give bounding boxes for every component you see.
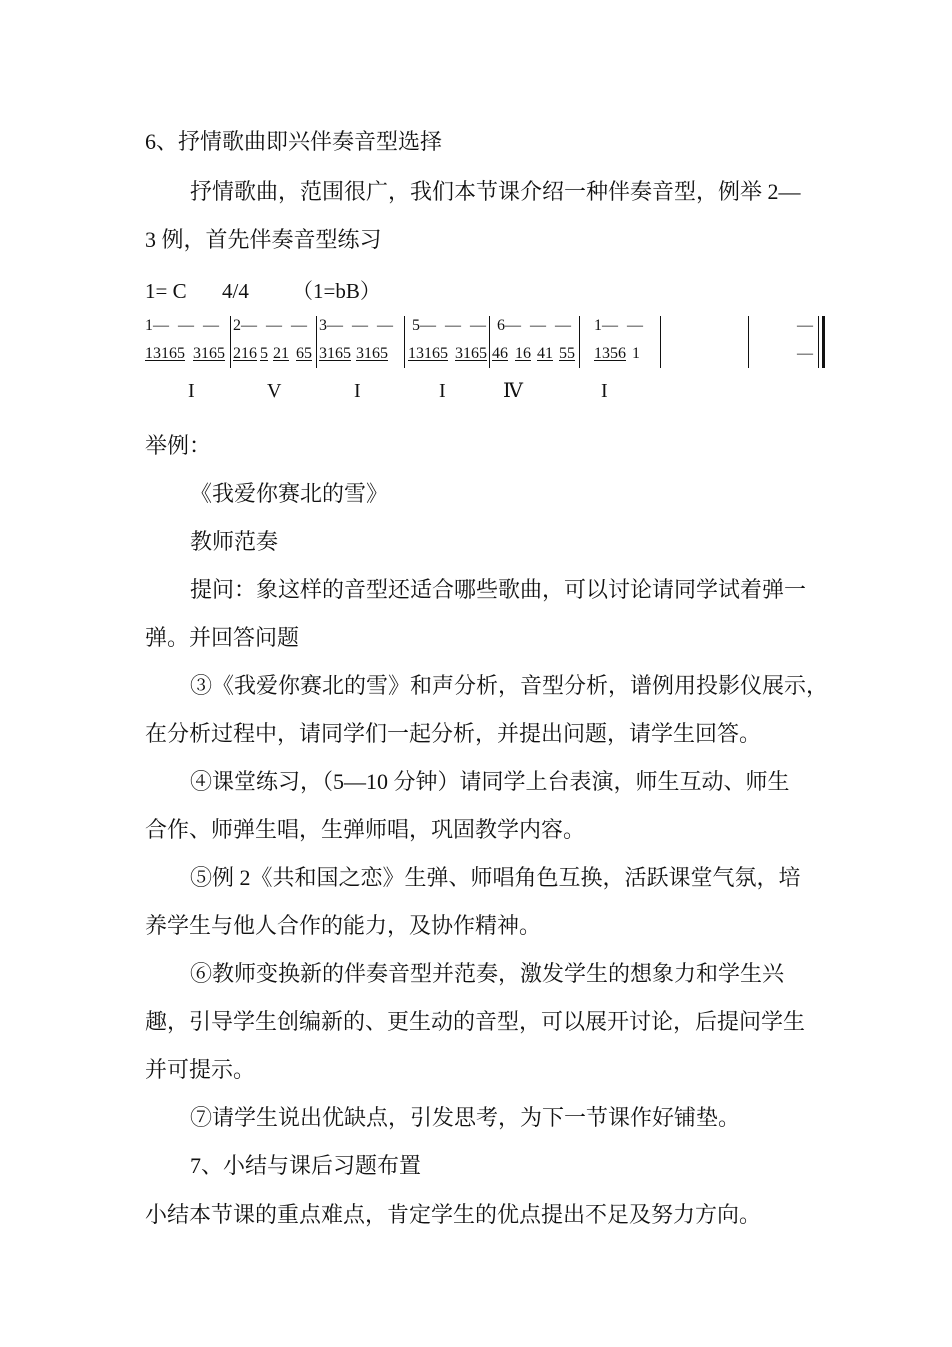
- song-title: 《我爱你赛北的雪》: [190, 481, 389, 506]
- measure-3-figure-1: 3165: [319, 345, 351, 362]
- step-5-line-1: ⑤例 2《共和国之恋》生弹、师唱角色互换，活跃课堂气氛，培: [190, 865, 801, 890]
- chord-numeral-1: I: [188, 380, 195, 402]
- barline: [230, 316, 231, 368]
- intro-line-2: 3 例，首先伴奏音型练习: [145, 227, 382, 252]
- measure-4-figure-2: 3165: [455, 345, 487, 362]
- step-3-line-1: ③《我爱你赛北的雪》和声分析，音型分析，谱例用投影仪展示，: [190, 673, 829, 698]
- key-signature: 1= C: [145, 279, 187, 303]
- step-3-line-2: 在分析过程中，请同学们一起分析，并提出问题，请学生回答。: [145, 721, 762, 746]
- step-7-line-1: ⑦请学生说出优缺点，引发思考，为下一节课作好铺垫。: [190, 1105, 741, 1130]
- measure-3-figure-2: 3165: [356, 345, 388, 362]
- barline: [748, 316, 749, 368]
- question-line-2: 弹。并回答问题: [145, 625, 300, 650]
- barline: [316, 316, 317, 368]
- barline: [579, 316, 580, 368]
- measure-4-figure-1: 13165: [408, 345, 448, 362]
- barline: [660, 316, 661, 368]
- measure-2-figure-2: 5: [260, 345, 268, 362]
- time-signature: 4/4: [222, 279, 249, 303]
- example-label: 举例：: [145, 433, 212, 458]
- measure-5-figure-3: 41: [537, 345, 553, 362]
- measure-2-figure-4: 65: [296, 345, 312, 362]
- measure-5-figure-1: 46: [492, 345, 508, 362]
- section-heading-6: 6、抒情歌曲即兴伴奏音型选择: [145, 129, 443, 154]
- measure-1-figure-1: 13165: [145, 345, 185, 362]
- measure-3-top: 3— — —: [319, 317, 393, 334]
- transposition-note: （1=bB）: [292, 279, 381, 303]
- question-line-1: 提问：象这样的音型还适合哪些歌曲，可以讨论请同学试着弹一: [190, 577, 807, 602]
- barline: [489, 316, 490, 368]
- summary-text: 小结本节课的重点难点，肯定学生的优点提出不足及努力方向。: [145, 1202, 762, 1227]
- measure-5-figure-2: 16: [515, 345, 531, 362]
- final-barline-thin: [818, 316, 819, 368]
- intro-line-1: 抒情歌曲，范围很广，我们本节课介绍一种伴奏音型，例举 2—: [190, 179, 801, 204]
- measure-5-top: 6— — —: [497, 317, 571, 334]
- section-heading-7: 7、小结与课后习题布置: [190, 1153, 422, 1178]
- measure-6-figure-1: 1356: [594, 345, 626, 362]
- step-6-line-3: 并可提示。: [145, 1057, 256, 1082]
- step-6-line-1: ⑥教师变换新的伴奏音型并范奏，激发学生的想象力和学生兴: [190, 961, 785, 986]
- final-measure-top: —: [797, 317, 813, 334]
- measure-2-top: 2— — —: [233, 317, 307, 334]
- measure-5-figure-4: 55: [559, 345, 575, 362]
- measure-2-figure-1: 216: [233, 345, 257, 362]
- chord-numeral-4: I: [439, 380, 446, 402]
- measure-1-figure-2: 3165: [193, 345, 225, 362]
- measure-6-top: 1— —: [594, 317, 643, 334]
- final-measure-bottom: —: [797, 345, 813, 362]
- final-barline-thick: [822, 316, 825, 368]
- step-5-line-2: 养学生与他人合作的能力，及协作精神。: [145, 913, 542, 938]
- measure-4-top: 5— — —: [412, 317, 486, 334]
- chord-numeral-2: V: [267, 380, 282, 402]
- chord-numeral-5: Ⅳ: [503, 380, 523, 402]
- step-6-line-2: 趣，引导学生创编新的、更生动的音型，可以展开讨论，后提问学生: [145, 1009, 806, 1034]
- measure-2-figure-3: 21: [273, 345, 289, 362]
- step-4-line-2: 合作、师弹生唱，生弹师唱，巩固教学内容。: [145, 817, 586, 842]
- chord-numeral-6: I: [601, 380, 608, 402]
- measure-6-figure-2: 1: [632, 345, 640, 362]
- chord-numeral-3: I: [354, 380, 361, 402]
- step-4-line-1: ④课堂练习，（5—10 分钟）请同学上台表演，师生互动、师生: [190, 769, 790, 794]
- measure-1-top: 1— — —: [145, 317, 219, 334]
- teacher-demo: 教师范奏: [190, 529, 279, 554]
- barline: [404, 316, 405, 368]
